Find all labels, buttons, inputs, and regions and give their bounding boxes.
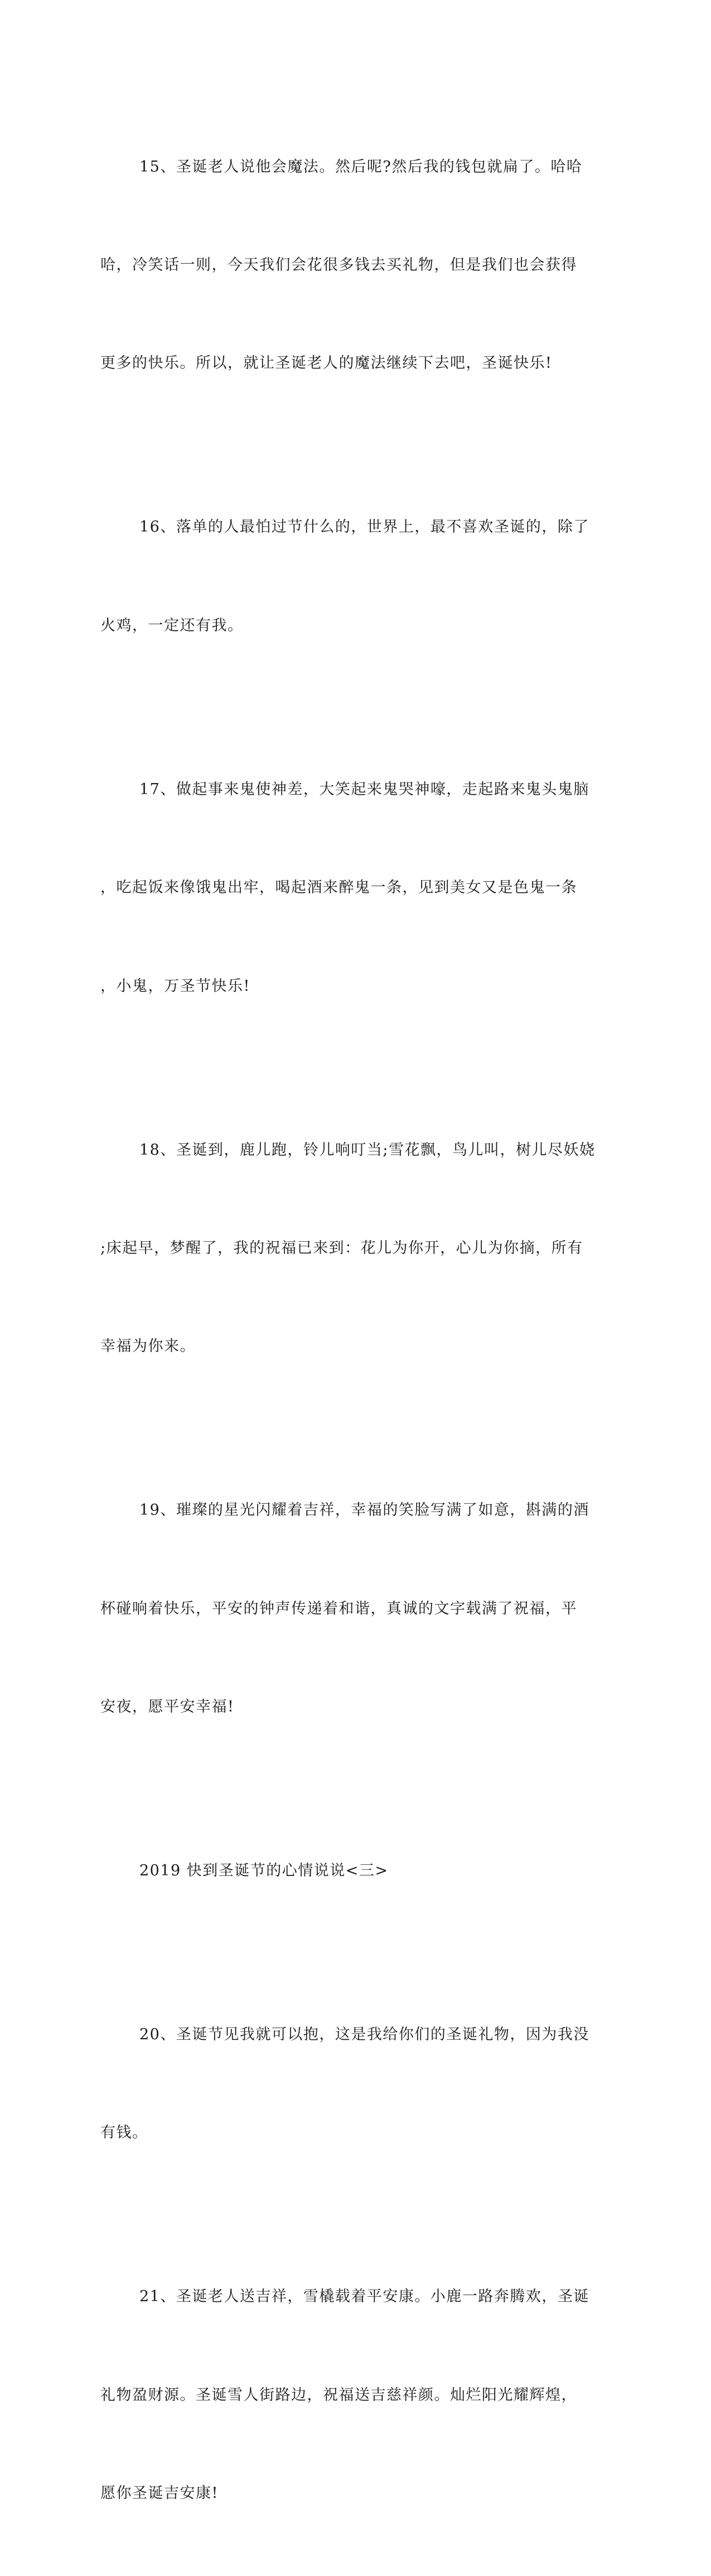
paragraph-20: [100, 1953, 589, 2215]
text-line: 20、圣诞节见我就可以抱，这是我给你们的圣诞礼物，因为我没: [139, 2026, 589, 2044]
paragraph-21: [100, 2215, 589, 2576]
text-line: 愿你圣诞吉安康!: [100, 2485, 219, 2502]
text-line: 16、落单的人最怕过节什么的，世界上，最不喜欢圣诞的，除了: [139, 518, 589, 536]
text-line: 火鸡，一定还有我。: [100, 616, 244, 634]
text-line: ;床起早，梦醒了，我的祝福已来到：花儿为你开，心儿为你摘，所有: [100, 1239, 583, 1257]
text-line: 哈，冷笑话一则，今天我们会花很多钱去买礼物，但是我们也会获得: [100, 256, 577, 274]
text-line: 幸福为你来。: [100, 1338, 196, 1355]
text-line: 17、做起事来鬼使神差，大笑起来鬼哭神嚎，走起路来鬼头鬼脑: [139, 780, 589, 798]
paragraph-17: [100, 708, 589, 1068]
text-line: 19、璀璨的星光闪耀着吉祥，幸福的笑脸写满了如意，斟满的酒: [139, 1501, 589, 1519]
text-line: 更多的快乐。所以，就让圣诞老人的魔法继续下去吧，圣诞快乐!: [100, 354, 553, 372]
text-line: 杯碰响着快乐，平安的钟声传递着和谐，真诚的文字载满了祝福，平: [100, 1600, 577, 1617]
text-line: 礼物盈财源。圣诞雪人街路边，祝福送吉慈祥颜。灿烂阳光耀辉煌，: [100, 2386, 577, 2404]
text-line: 安夜，愿平安幸福!: [100, 1698, 235, 1716]
document-body: [100, 85, 596, 2576]
paragraph-18: [100, 1068, 596, 1429]
text-line: ，吃起饭来像饿鬼出牢，喝起酒来醉鬼一条，见到美女又是色鬼一条: [100, 879, 577, 897]
paragraph-19: [100, 1429, 589, 1790]
text-line: ，小鬼，万圣节快乐!: [100, 977, 250, 995]
text-line: 21、圣诞老人送吉祥，雪橇载着平安康。小鹿一路奔腾欢，圣诞: [139, 2288, 589, 2306]
text-line: 15、圣诞老人说他会魔法。然后呢?然后我的钱包就扁了。哈哈: [139, 158, 583, 176]
section-heading: [100, 1789, 580, 1953]
text-line: 18、圣诞到，鹿儿跑，铃儿响叮当;雪花飘，鸟儿叫，树儿尽妖娆: [139, 1141, 596, 1159]
section-heading-text: 2019 快到圣诞节的心情说说<三>: [139, 1862, 389, 1880]
text-line: 有钱。: [100, 2124, 148, 2142]
paragraph-16: [100, 446, 589, 708]
paragraph-15: [100, 85, 583, 446]
